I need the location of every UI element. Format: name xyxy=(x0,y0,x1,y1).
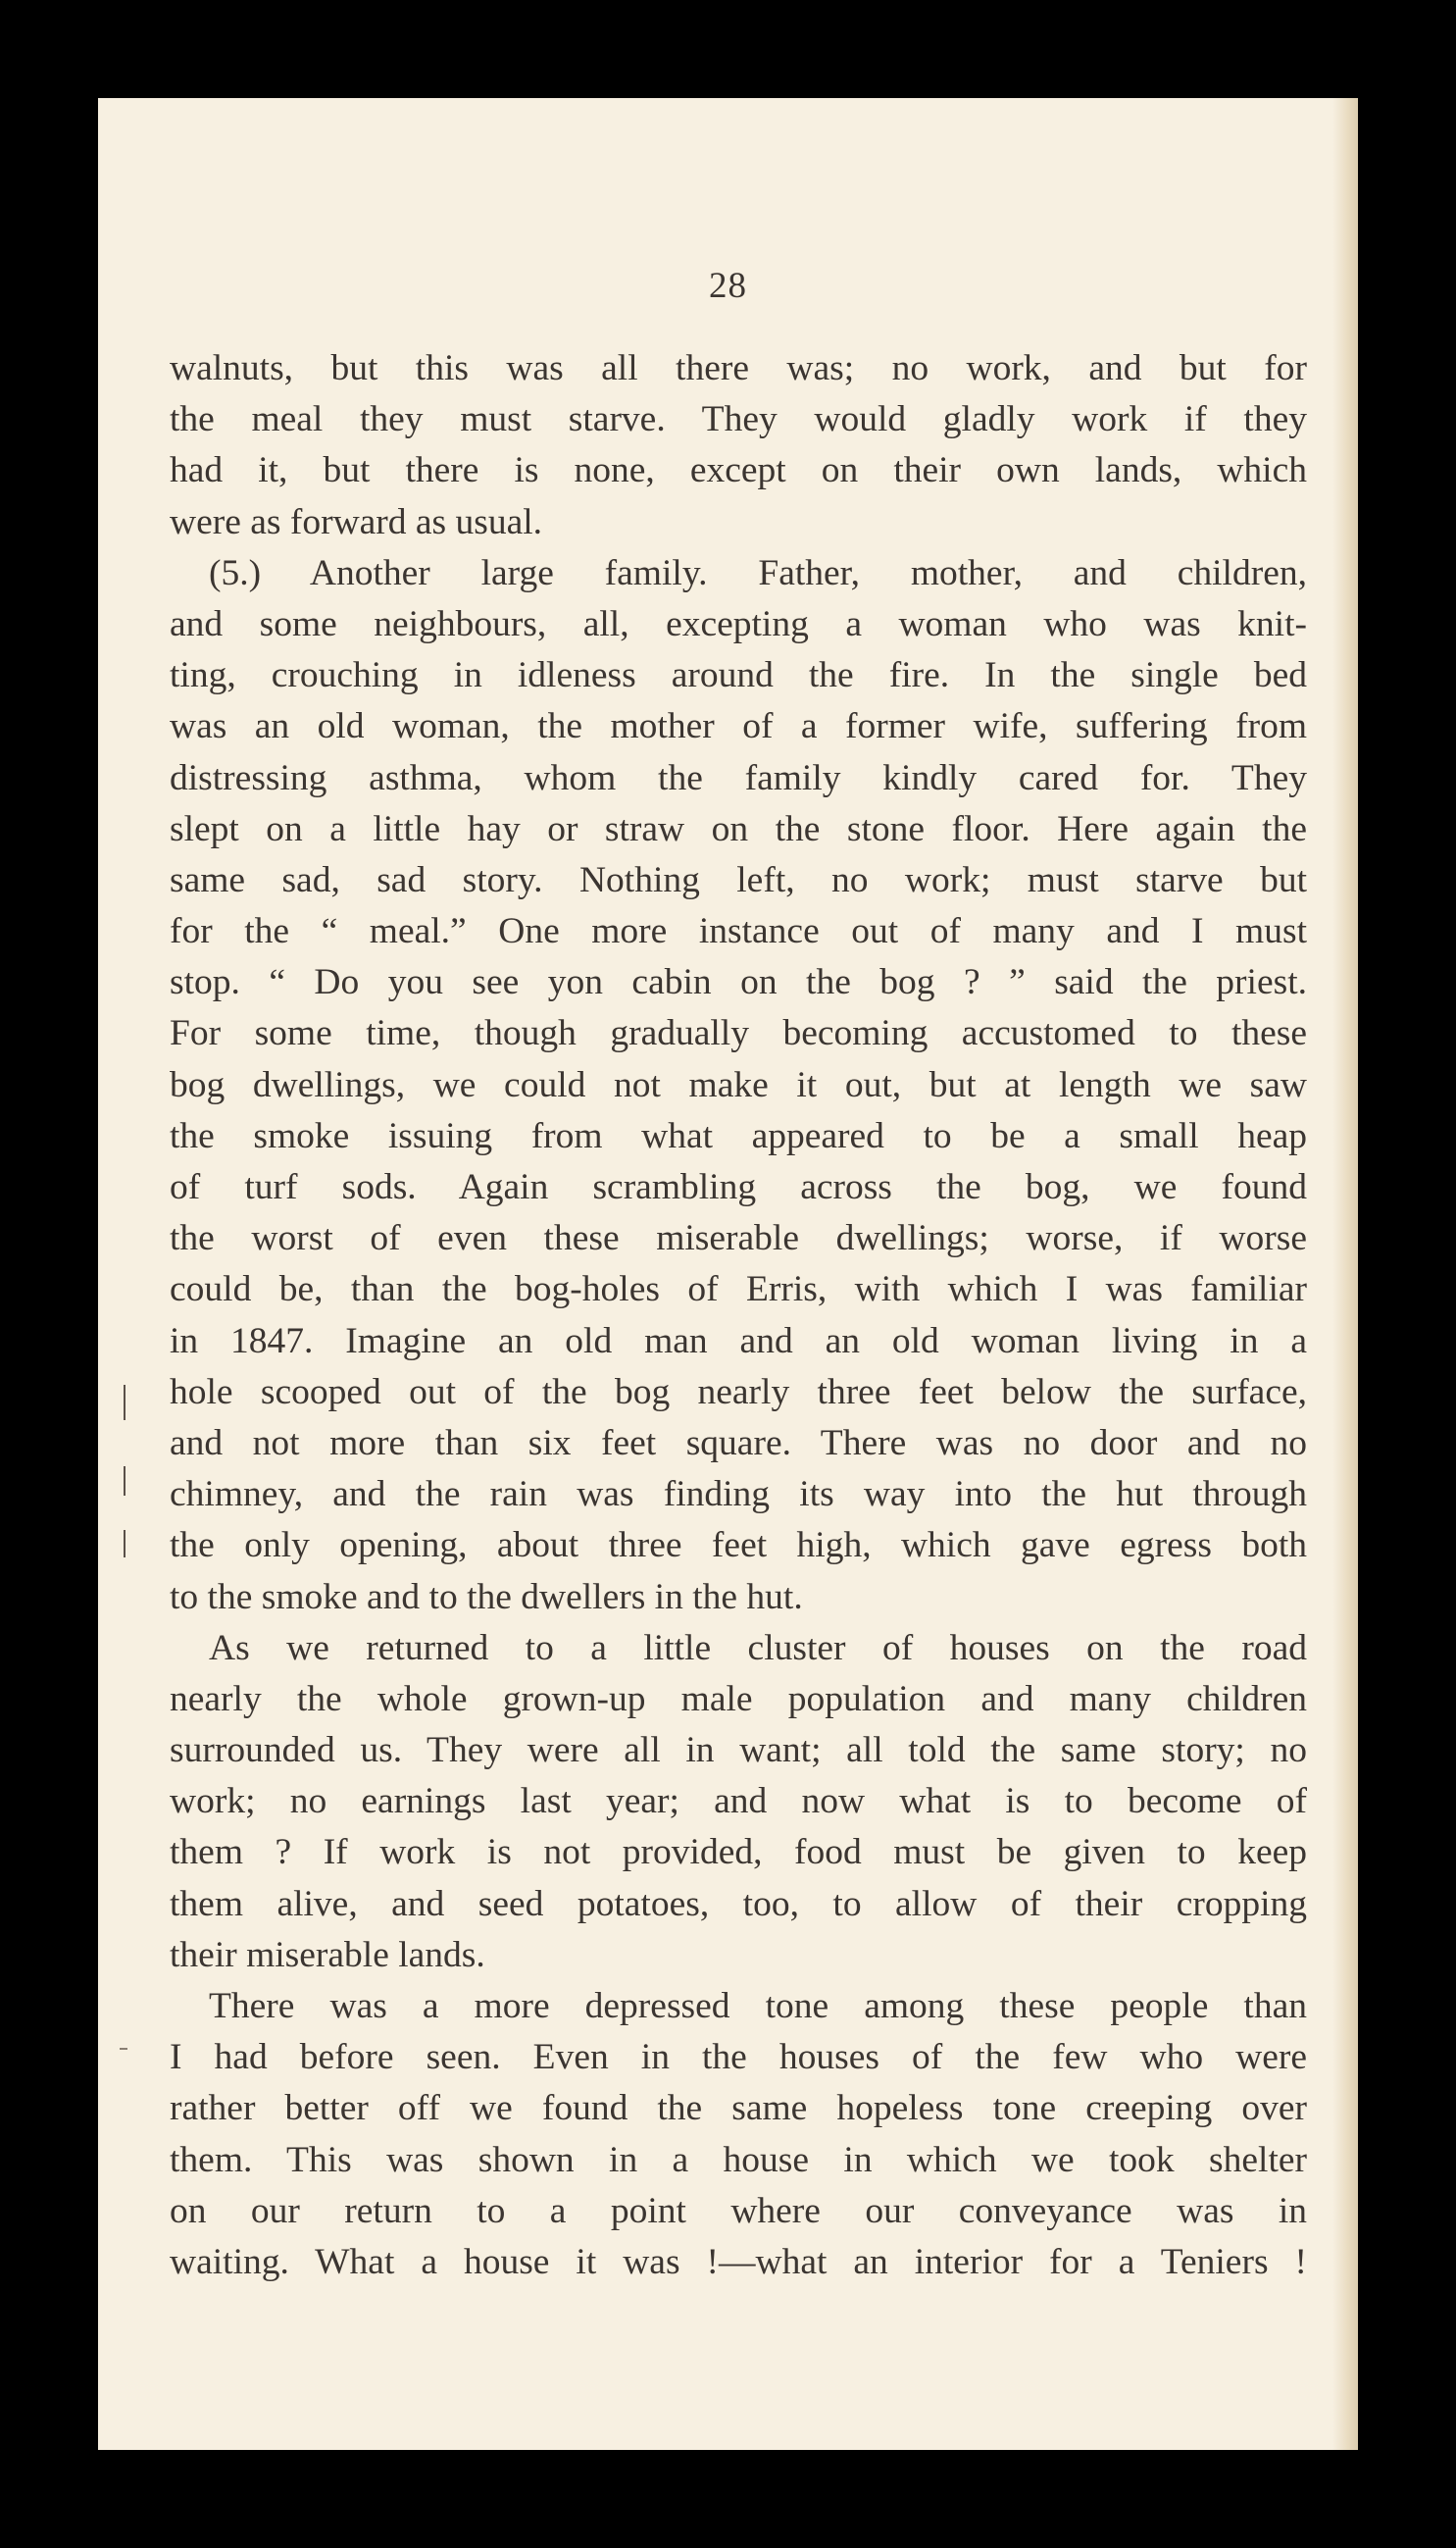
margin-mark xyxy=(124,1385,126,1420)
margin-mark xyxy=(120,2048,127,2050)
text-line: distressing asthma, whom the family kindly cared for. They xyxy=(170,757,1307,798)
text-line: and some neighbours, all, excepting a woman who was knit- xyxy=(170,603,1307,644)
text-line: There was a more depressed tone among these people than xyxy=(209,1986,1307,2026)
text-line: same sad, sad story. Nothing left, no work; must starve but xyxy=(170,859,1307,900)
text-line: of turf sods. Again scrambling across the bog, we found xyxy=(170,1167,1307,1207)
text-line: hole scooped out of the bog nearly three feet below the surface, xyxy=(170,1371,1307,1412)
text-line: them alive, and seed potatoes, too, to allow of their cropping xyxy=(170,1883,1307,1924)
book-page xyxy=(98,98,1358,2450)
text-line: For some time, though gradually becoming accustomed to these xyxy=(170,1013,1307,1054)
text-line: the worst of even these miserable dwellings; worse, if worse xyxy=(170,1218,1307,1259)
text-line: As we returned to a little cluster of houses on the road xyxy=(209,1627,1307,1668)
text-line: nearly the whole grown-up male population and many children xyxy=(170,1678,1307,1719)
text-line: and not more than six feet square. There was no door and no xyxy=(170,1422,1307,1463)
text-line: them ? If work is not provided, food must be given to keep xyxy=(170,1832,1307,1873)
text-line: bog dwellings, we could not make it out, but at length we saw xyxy=(170,1064,1307,1105)
margin-mark xyxy=(124,1466,126,1496)
text-line: chimney, and the rain was finding its way into the hut through xyxy=(170,1474,1307,1515)
text-line: could be, than the bog-holes of Erris, with which I was familiar xyxy=(170,1269,1307,1310)
text-line: their miserable lands. xyxy=(170,1934,485,1975)
text-line: on our return to a point where our conveyance was in xyxy=(170,2190,1307,2231)
text-line: work; no earnings last year; and now what is to become of xyxy=(170,1781,1307,1822)
text-line: waiting. What a house it was !—what an interior for a Teniers ! xyxy=(170,2241,1307,2282)
margin-mark xyxy=(124,1530,126,1557)
text-line: (5.) Another large family. Father, mother, and children, xyxy=(209,552,1307,593)
text-line: ting, crouching in idleness around the fire. In the single bed xyxy=(170,655,1307,696)
text-line: were as forward as usual. xyxy=(170,501,543,542)
text-line: the meal they must starve. They would gladly work if they xyxy=(170,399,1307,440)
text-line: walnuts, but this was all there was; no work, and but for xyxy=(170,348,1307,388)
text-line: had it, but there is none, except on their own lands, which xyxy=(170,450,1307,491)
text-line: was an old woman, the mother of a former wife, suffering from xyxy=(170,706,1307,747)
body-text xyxy=(170,343,1307,2288)
text-line: I had before seen. Even in the houses of the few who were xyxy=(170,2037,1307,2078)
text-line: the only opening, about three feet high, which gave egress both xyxy=(170,1525,1307,1566)
text-line: surrounded us. They were all in want; all told the same story; no xyxy=(170,1730,1307,1771)
page-number: 28 xyxy=(709,266,747,306)
margin-pencil-marks xyxy=(120,1373,129,1608)
text-line: rather better off we found the same hopeless tone creeping over xyxy=(170,2088,1307,2129)
text-line: to the smoke and to the dwellers in the hut. xyxy=(170,1576,803,1617)
text-line: stop. “ Do you see yon cabin on the bog ? ” said the priest. xyxy=(170,962,1307,1003)
text-line: slept on a little hay or straw on the stone floor. Here again the xyxy=(170,808,1307,849)
text-line: the smoke issuing from what appeared to be a small heap xyxy=(170,1115,1307,1156)
text-line: in 1847. Imagine an old man and an old woman living in a xyxy=(170,1320,1307,1361)
text-line: them. This was shown in a house in which we took shelter xyxy=(170,2139,1307,2180)
text-line: for the “ meal.” One more instance out of many and I must xyxy=(170,911,1307,952)
